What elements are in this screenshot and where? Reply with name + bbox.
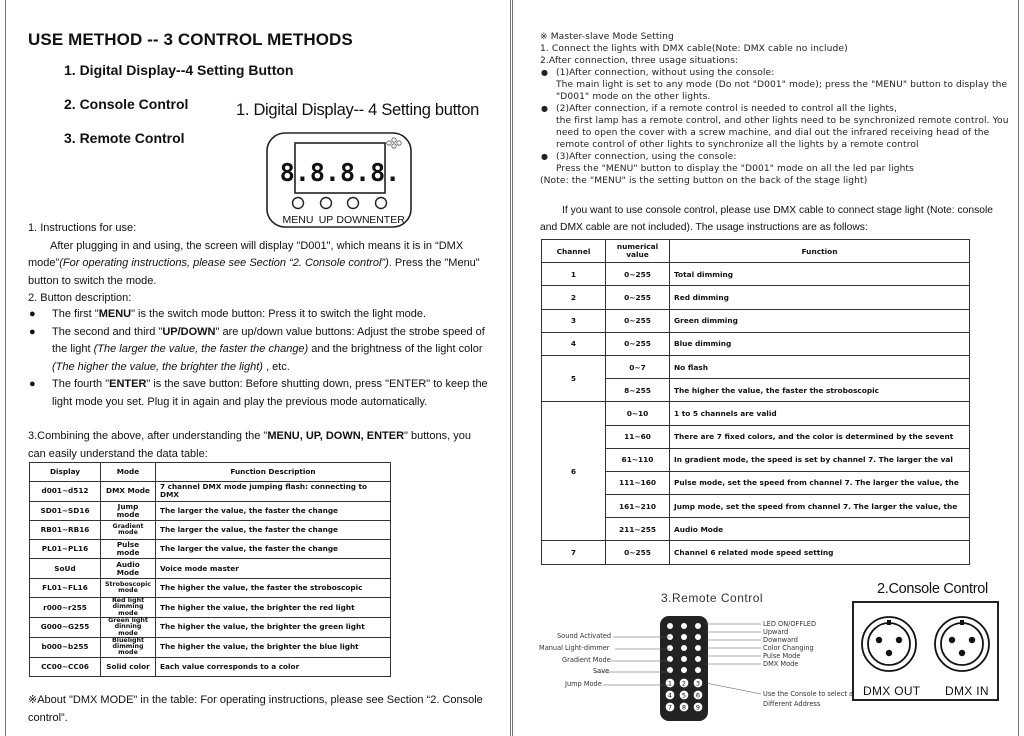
value-cell: 0~255 bbox=[606, 263, 670, 286]
function-cell: Audio Mode bbox=[670, 518, 970, 541]
master-slave-step-2: 2.After connection, three usage situations: bbox=[540, 56, 739, 66]
function-cell: The higher the value, the brighter the blue light bbox=[156, 637, 391, 657]
function-cell: Green dimming bbox=[670, 309, 970, 332]
function-cell: In gradient mode, the speed is set by channel 7. The larger the val bbox=[670, 448, 970, 471]
bullet-enter bbox=[28, 376, 490, 411]
remote-label-pulse-mode: Pulse Mode bbox=[763, 652, 801, 660]
instructions-text bbox=[28, 238, 488, 291]
function-cell: The larger the value, the faster the change bbox=[156, 540, 391, 559]
value-cell: 111~160 bbox=[606, 471, 670, 494]
function-cell: The higher the value, the faster the stroboscopic bbox=[670, 379, 970, 402]
mode-cell: Audio Mode bbox=[101, 559, 156, 578]
value-cell: 0~255 bbox=[606, 309, 670, 332]
combine-text: " buttons, you can easily understand the data table: bbox=[28, 430, 471, 460]
bullet-text: , etc. bbox=[262, 360, 290, 373]
table-row bbox=[30, 598, 391, 618]
function-cell: Voice mode master bbox=[156, 559, 391, 578]
value-cell: 161~210 bbox=[606, 495, 670, 518]
master-slave-title: ※ Master-slave Mode Setting bbox=[540, 32, 674, 42]
console-control-title: 2.Console Control bbox=[877, 581, 988, 597]
display-cell: PL01~PL16 bbox=[30, 540, 101, 559]
combine-text: 3.Combining the above, after understanding the " bbox=[28, 430, 268, 442]
master-slave-case-3: ● (3)After connection, using the console: bbox=[540, 151, 1010, 163]
mode-cell: Jump mode bbox=[101, 501, 156, 520]
function-cell: Channel 6 related mode speed setting bbox=[670, 541, 970, 564]
master-slave-note: (Note: the "MENU" is the setting button on the back of the stage light) bbox=[540, 176, 868, 186]
mode-cell: Bluelight dimming mode bbox=[101, 637, 156, 657]
table-header: Display bbox=[30, 463, 101, 482]
instructions-text-note: (For operating instructions, please see Section “2. Console control”) bbox=[59, 257, 389, 269]
channel-cell: 3 bbox=[542, 309, 606, 332]
value-cell: 0~255 bbox=[606, 332, 670, 355]
table-row bbox=[30, 637, 391, 657]
console-intro-text: If you want to use console control, please use DMX cable to connect stage light (Note: console and DMX cable are not included). The usage instructions are as follows: bbox=[540, 205, 993, 233]
function-cell: The higher the value, the faster the stroboscopic bbox=[156, 578, 391, 597]
master-slave-case-1-text: The main light is set to any mode (Do not "D001" mode); press the "MENU" button to display the "D001" mode on the other lights. bbox=[556, 80, 1008, 102]
method-1-heading: 1. Digital Display--4 Setting Button bbox=[64, 62, 294, 78]
function-cell: Each value corresponds to a color bbox=[156, 657, 391, 676]
channel-cell: 1 bbox=[542, 263, 606, 286]
value-cell: 0~255 bbox=[606, 286, 670, 309]
table-row bbox=[542, 541, 970, 564]
channel-cell: 7 bbox=[542, 541, 606, 564]
master-slave-step-1: 1. Connect the lights with DMX cable(Note: DMX cable no include) bbox=[540, 44, 848, 54]
bullet-text: " are up/down value buttons: Adjust the strobe speed of the light bbox=[52, 325, 485, 355]
table-header: Mode bbox=[101, 463, 156, 482]
table-row bbox=[30, 657, 391, 676]
master-slave-case-2: ● (2)After connection, if a remote control is needed to control all the lights, bbox=[540, 103, 1010, 115]
remote-key-2[interactable]: 2 bbox=[681, 679, 687, 688]
bullet-keyword: MENU bbox=[98, 308, 132, 320]
mode-cell: Gradient mode bbox=[101, 520, 156, 539]
table-row bbox=[30, 482, 391, 501]
display-cell: r000~r255 bbox=[30, 598, 101, 618]
function-cell: There are 7 fixed colors, and the color is determined by the sevent bbox=[670, 425, 970, 448]
table-header: Function bbox=[670, 240, 970, 263]
remote-key-1[interactable]: 1 bbox=[667, 679, 673, 688]
remote-label-dmx-mode: DMX Mode bbox=[763, 660, 799, 668]
master-slave-case-3-text: Press the "MENU" button to display the "D001" mode on all the led par lights bbox=[556, 164, 914, 174]
remote-key-5[interactable]: 5 bbox=[681, 691, 687, 700]
table-row bbox=[30, 559, 391, 578]
table-row bbox=[30, 578, 391, 597]
channel-cell: 6 bbox=[542, 402, 606, 541]
left-page bbox=[5, 0, 511, 736]
value-cell: 0~10 bbox=[606, 402, 670, 425]
table-row bbox=[542, 425, 970, 448]
display-cell: SoUd bbox=[30, 559, 101, 578]
button-description-heading: 2. Button description: bbox=[28, 292, 132, 304]
mode-cell: Solid color bbox=[101, 657, 156, 676]
display-cell: d001~d512 bbox=[30, 482, 101, 501]
combine-paragraph bbox=[28, 428, 488, 463]
bullet-keyword: ENTER bbox=[109, 378, 147, 390]
bullet-text: The second and third " bbox=[52, 325, 163, 338]
table-row bbox=[30, 520, 391, 539]
enter-button-label: ENTER bbox=[369, 214, 405, 226]
table-row bbox=[542, 448, 970, 471]
master-slave-case-1: ● (1)After connection, without using the console: bbox=[540, 67, 1010, 79]
function-cell: The higher the value, the brighter the green light bbox=[156, 617, 391, 637]
function-cell: The higher the value, the brighter the red light bbox=[156, 598, 391, 618]
remote-label-upward: Upward bbox=[763, 628, 789, 636]
display-cell: CC00~CC06 bbox=[30, 657, 101, 676]
bullet-text: " is the switch mode button: Press it to switch the light mode. bbox=[131, 308, 427, 320]
display-cell: G000~G255 bbox=[30, 617, 101, 637]
table-header: numerical value bbox=[606, 240, 670, 263]
function-cell: Total dimming bbox=[670, 263, 970, 286]
display-mode-table bbox=[29, 462, 391, 677]
display-cell: b000~b255 bbox=[30, 637, 101, 657]
instructions-heading: 1. Instructions for use: bbox=[28, 222, 137, 234]
mode-cell: Red light dimming mode bbox=[101, 598, 156, 618]
mode-cell: DMX Mode bbox=[101, 482, 156, 501]
digital-display-device-illustration bbox=[265, 131, 413, 229]
table-row bbox=[542, 309, 970, 332]
mode-cell: Stroboscopic mode bbox=[101, 578, 156, 597]
remote-label-different-address: Different Address bbox=[763, 700, 821, 708]
bullet-text: The first " bbox=[52, 308, 99, 320]
method-2-heading: 2. Console Control bbox=[64, 96, 189, 112]
channel-cell: 2 bbox=[542, 286, 606, 309]
bullet-text: " is the save button: Before shutting down, press "ENTER" to keep the light mode you set. Plug it in again and play the previous mode automatically. bbox=[52, 378, 488, 408]
remote-label-color-changing: Color Changing bbox=[763, 644, 814, 652]
function-cell: The larger the value, the faster the change bbox=[156, 501, 391, 520]
bullet-note: (The larger the value, the faster the change) bbox=[93, 343, 309, 355]
table-row bbox=[542, 332, 970, 355]
page-title: USE METHOD -- 3 CONTROL METHODS bbox=[28, 30, 353, 49]
menu-button-label: MENU bbox=[282, 214, 314, 226]
value-cell: 8~255 bbox=[606, 379, 670, 402]
function-cell: Blue dimming bbox=[670, 332, 970, 355]
channel-cell: 5 bbox=[542, 355, 606, 401]
dmx-in-label: DMX IN bbox=[945, 684, 989, 698]
remote-label-console-address: Use the Console to select a bbox=[763, 690, 854, 698]
master-slave-section bbox=[540, 31, 1010, 187]
remote-label-gradient-mode: Gradient Mode bbox=[562, 656, 611, 664]
dmx-channel-table bbox=[541, 239, 970, 565]
table-row bbox=[542, 471, 970, 494]
bullet-menu bbox=[28, 306, 490, 324]
remote-label-led-on-off: LED ON/OFFLED bbox=[763, 620, 817, 628]
remote-control-title: 3.Remote Control bbox=[661, 591, 764, 605]
remote-label-sound-activated: Sound Activated bbox=[557, 632, 612, 640]
remote-label-manual-dimmer: Manual Light-dimmer bbox=[539, 644, 610, 652]
bullet-note: (The higher the value, the brighter the light) bbox=[52, 360, 263, 373]
table-row bbox=[542, 518, 970, 541]
remote-label-save: Save bbox=[593, 667, 610, 675]
value-cell: 61~110 bbox=[606, 448, 670, 471]
table-header: Channel bbox=[542, 240, 606, 263]
remote-key-7[interactable]: 7 bbox=[667, 703, 673, 712]
table-header-row bbox=[542, 240, 970, 263]
combine-keywords: MENU, UP, DOWN, ENTER bbox=[267, 430, 405, 442]
channel-cell: 4 bbox=[542, 332, 606, 355]
display-cell: FL01~FL16 bbox=[30, 578, 101, 597]
bullet-text: The fourth " bbox=[52, 378, 110, 390]
instructions-section bbox=[28, 220, 488, 308]
remote-key-6[interactable]: 6 bbox=[695, 691, 701, 700]
value-cell: 0~255 bbox=[606, 541, 670, 564]
table-row bbox=[30, 501, 391, 520]
table-row bbox=[542, 286, 970, 309]
method-3-heading: 3. Remote Control bbox=[64, 130, 185, 146]
value-cell: 11~60 bbox=[606, 425, 670, 448]
dmx-out-label: DMX OUT bbox=[863, 684, 921, 698]
up-button-label: UP bbox=[318, 214, 334, 226]
bullet-up-down bbox=[28, 324, 490, 377]
function-cell: Jump mode, set the speed from channel 7. The larger the value, the bbox=[670, 495, 970, 518]
bullet-keyword: UP/DOWN bbox=[162, 325, 216, 338]
table-row bbox=[542, 402, 970, 425]
function-cell: Red dimming bbox=[670, 286, 970, 309]
display-digits: 8.8.8.8. bbox=[279, 158, 401, 187]
remote-key-9[interactable]: 9 bbox=[695, 703, 701, 712]
table-row bbox=[542, 379, 970, 402]
table-row bbox=[542, 355, 970, 378]
down-button-label: DOWN bbox=[336, 214, 370, 226]
remote-label-downward: Downward bbox=[763, 636, 798, 644]
remote-key-8[interactable]: 8 bbox=[681, 703, 687, 712]
display-cell: SD01~SD16 bbox=[30, 501, 101, 520]
value-cell: 211~255 bbox=[606, 518, 670, 541]
remote-key-3[interactable]: 3 bbox=[695, 679, 701, 688]
function-cell: 1 to 5 channels are valid bbox=[670, 402, 970, 425]
table-header: Function Description bbox=[156, 463, 391, 482]
instructions-text-main: After plugging in and using, the screen will display "D001", which means it is in “DMX mode” bbox=[28, 239, 464, 269]
console-intro bbox=[540, 203, 1002, 236]
table-row bbox=[30, 540, 391, 559]
function-cell: No flash bbox=[670, 355, 970, 378]
table-header-row bbox=[30, 463, 391, 482]
digital-display-caption: 1. Digital Display-- 4 Setting button bbox=[236, 101, 479, 119]
remote-key-4[interactable]: 4 bbox=[667, 691, 673, 700]
mode-cell: Green light dinning mode bbox=[101, 617, 156, 637]
down-button[interactable] bbox=[348, 198, 359, 209]
enter-button[interactable] bbox=[376, 198, 387, 209]
table-row bbox=[542, 263, 970, 286]
bullet-text: and the brightness of the light color bbox=[308, 343, 483, 355]
function-cell: The larger the value, the faster the change bbox=[156, 520, 391, 539]
master-slave-case-2-text: the first lamp has a remote control, and other lights need to be synchronized remote control. You need to open the cover with a screw machine, and dial out the infrared receiving head of the remote control of other lights to synchronize all the lights by a remote control bbox=[556, 116, 1009, 150]
display-cell: RB01~RB16 bbox=[30, 520, 101, 539]
right-page bbox=[512, 0, 1019, 736]
up-button[interactable] bbox=[321, 198, 332, 209]
button-description-list bbox=[28, 306, 490, 411]
remote-label-jump-mode: Jump Mode bbox=[565, 680, 602, 688]
footnote: ※About "DMX MODE" in the table: For operating instructions, please see Section “2. Console control”. bbox=[28, 694, 483, 724]
value-cell: 0~7 bbox=[606, 355, 670, 378]
instructions-text-end: . Press the "Menu" button to switch the mode. bbox=[28, 257, 480, 287]
table-row bbox=[542, 495, 970, 518]
table-row bbox=[30, 617, 391, 637]
menu-button[interactable] bbox=[293, 198, 304, 209]
function-cell: 7 channel DMX mode jumping flash: connecting to DMX bbox=[156, 482, 391, 501]
function-cell: Pulse mode, set the speed from channel 7. The larger the value, the bbox=[670, 471, 970, 494]
mode-cell: Pulse mode bbox=[101, 540, 156, 559]
